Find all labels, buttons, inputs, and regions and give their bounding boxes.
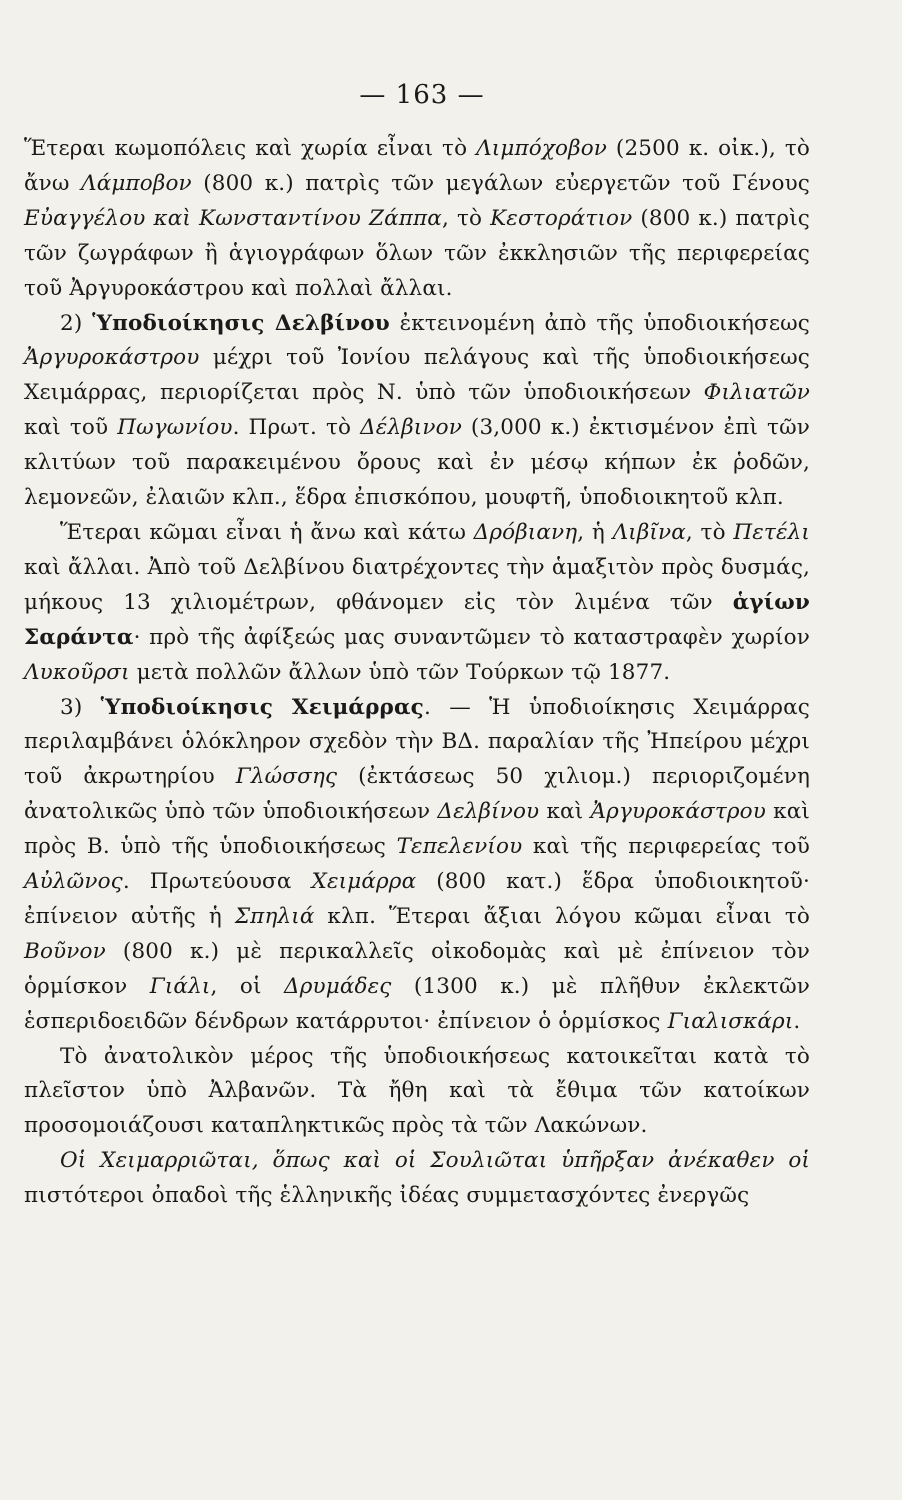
text-run: Τὸ ἀνατολικὸν μέρος τῆς ὑποδιοικήσεως κατοικεῖται κατὰ τὸ πλεῖστον ὑπὸ Ἀλβανῶν. Τὰ ἤθη καὶ τὰ ἔθιμα τῶν κατοίκων προσομοιάζουσι καταπληκτικῶς πρὸς τὰ τῶν Λακώνων. <box>24 1043 810 1139</box>
paragraph-villages <box>24 132 810 307</box>
italic-term: Λιμπόχοβον <box>476 136 608 161</box>
text-run: καὶ τοῦ <box>24 415 118 441</box>
bold-heading: Ὑποδιοίκησις Δελβίνου <box>92 310 390 336</box>
italic-term: Φιλιατῶν <box>703 380 810 406</box>
italic-term: Γιαλισκάρι <box>667 1008 794 1034</box>
italic-term: Δελβίνου <box>437 799 540 825</box>
italic-term: Δέλβινον <box>360 415 462 441</box>
italic-term: Αὐλῶνος <box>24 869 123 895</box>
text-run: κλπ. Ἕτεραι ἄξιαι λόγου κῶμαι εἶναι τὸ <box>314 903 810 929</box>
text-run: μετὰ πολλῶν ἄλλων ὑπὸ τῶν Τούρκων τῷ 1877. <box>129 659 671 685</box>
text-run: 3) <box>60 694 101 720</box>
text-run: (800 κ.) πατρὶς τῶν ζωγράφων ἢ ἁγιογράφων ὅλων τῶν ἐκκλησιῶν τῆς περιφερείας τοῦ Ἀργυροκάστρου καὶ πολλαὶ ἄλλαι. <box>24 205 810 301</box>
text-run: μέχρι τοῦ Ἰονίου πελάγους καὶ τῆς ὑποδιοικήσεως Χειμάρρας, περιορίζεται πρὸς Ν. ὑπὸ τῶν ὑποδιοικήσεων <box>24 345 810 406</box>
text-run: , τὸ <box>685 519 734 545</box>
text-run: πιστότεροι ὀπαδοὶ τῆς ἑλληνικῆς ἰδέας συμμετασχόντες ἐνεργῶς <box>24 1183 750 1209</box>
text-run: καὶ πρὸς Β. ὑπὸ τῆς ὑποδιοικήσεως <box>24 799 810 860</box>
italic-term: Σπηλιά <box>234 903 315 929</box>
text-run: · πρὸ τῆς ἀφίξεώς μας συναντῶμεν τὸ καταστραφὲν χωρίον <box>133 624 810 650</box>
text-run: καὶ τῆς περιφερείας τοῦ <box>522 834 810 860</box>
italic-term: Ἀργυροκάστρου <box>590 799 766 825</box>
text-run: καὶ ἄλλαι. Ἀπὸ τοῦ Δελβίνου διατρέχοντες τὴν ἁμαξιτὸν πρὸς δυσμάς, μήκους 13 χιλιομέτρων, φθάνομεν εἰς τὸν λιμένα τῶν <box>24 554 810 615</box>
italic-term: Πετέλι <box>733 519 810 545</box>
text-run: καὶ <box>539 799 591 825</box>
italic-term: Δρόβιανη <box>473 519 578 545</box>
text-run: (800 κατ.) ἕδρα ὑποδιοικητοῦ· ἐπίνειον αὐτῆς ἡ <box>24 869 811 929</box>
italic-term: Λιβῖνα <box>612 519 686 545</box>
text-run: 2) <box>60 310 93 336</box>
bold-heading: Ὑποδιοίκησις Χειμάρρας <box>100 694 424 720</box>
italic-term: Γιάλι <box>149 973 211 999</box>
italic-term: Ἀργυροκάστρου <box>24 345 200 371</box>
italic-term: Τεπελενίου <box>396 834 523 860</box>
text-run: (ἐκτάσεως 50 χιλιομ.) περιοριζομένη ἀνατολικῶς ὑπὸ τῶν ὑποδιοικήσεων <box>24 764 810 825</box>
text-run: ἐκτεινομένη ἀπὸ τῆς ὑποδιοικήσεως <box>389 310 810 336</box>
text-run: . Πρωτεύουσα <box>122 869 312 895</box>
text-run: . Πρωτ. τὸ <box>232 415 361 441</box>
italic-term: Βοῦνον <box>24 938 106 964</box>
page-body <box>24 132 810 1214</box>
text-run: (2500 κ. οἰκ.), τὸ ἄνω <box>24 136 810 196</box>
italic-term: Χειμάρρα <box>311 869 417 895</box>
text-run: (1300 κ.) μὲ πλῆθυν ἐκλεκτῶν ἑσπεριδοειδῶν δένδρων κατάρρυτοι· ἐπίνειον ὁ ὁρμίσκος <box>24 973 810 1034</box>
italic-term: Λάμποβον <box>81 170 192 196</box>
italic-term: Εὐαγγέλου καὶ Κωνσταντίνου Ζάππα <box>24 205 442 231</box>
text-run: . — Ἡ ὑποδιοίκησις Χειμάρρας περιλαμβάνει ὁλόκληρον σχεδὸν τὴν ΒΔ. παραλίαν τῆς Ἠπείρου μέχρι τοῦ ἀκρωτηρίου <box>24 694 810 790</box>
text-run: , τὸ <box>441 205 491 231</box>
text-run: , ἡ <box>577 519 613 545</box>
italic-term: Δρυμάδες <box>284 973 392 999</box>
italic-term: Οἱ Χειμαρριῶται, ὅπως καὶ οἱ Σουλιῶται ὑπῆρξαν ἀνέκαθεν οἱ <box>60 1148 810 1174</box>
text-run: Ἕτεραι κῶμαι εἶναι ἡ ἄνω καὶ κάτω <box>60 519 474 545</box>
italic-term: Λυκοῦρσι <box>24 659 130 685</box>
text-run: (3,000 κ.) ἐκτισμένον ἐπὶ τῶν κλιτύων τοῦ παρακειμένου ὄρους καὶ ἐν μέσῳ κήπων ἐκ ῥοδῶν, λεμονεῶν, ἐλαιῶν κλπ., ἕδρα ἐπισκόπου, μουφτῆ, ὑποδιοικητοῦ κλπ. <box>24 415 810 511</box>
italic-term: Κεστοράτιον <box>490 205 633 231</box>
paragraph-delvino <box>24 307 810 516</box>
text-run: (800 κ.) πατρὶς τῶν μεγάλων εὐεργετῶν τοῦ Γένους <box>191 170 811 196</box>
text-run: (800 κ.) μὲ περικαλλεῖς οἰκοδομὰς καὶ μὲ ἐπίνειον τὸν ὁρμίσκον <box>24 938 810 999</box>
italic-term: Πωγωνίου <box>117 415 233 441</box>
text-run: , οἱ <box>210 973 285 999</box>
paragraph-chimariotes <box>24 1144 810 1214</box>
bold-heading: ἁγίων Σαράντα <box>24 589 810 650</box>
text-run: Ἕτεραι κωμοπόλεις καὶ χωρία εἶναι τὸ <box>24 136 477 161</box>
paragraph-villages2 <box>24 516 810 691</box>
italic-term: Γλώσσης <box>235 764 338 790</box>
paragraph-chimara <box>24 691 810 1040</box>
text-run: . <box>793 1008 801 1034</box>
paragraph-east <box>24 1040 810 1145</box>
page-number: — 163 — <box>359 80 485 110</box>
